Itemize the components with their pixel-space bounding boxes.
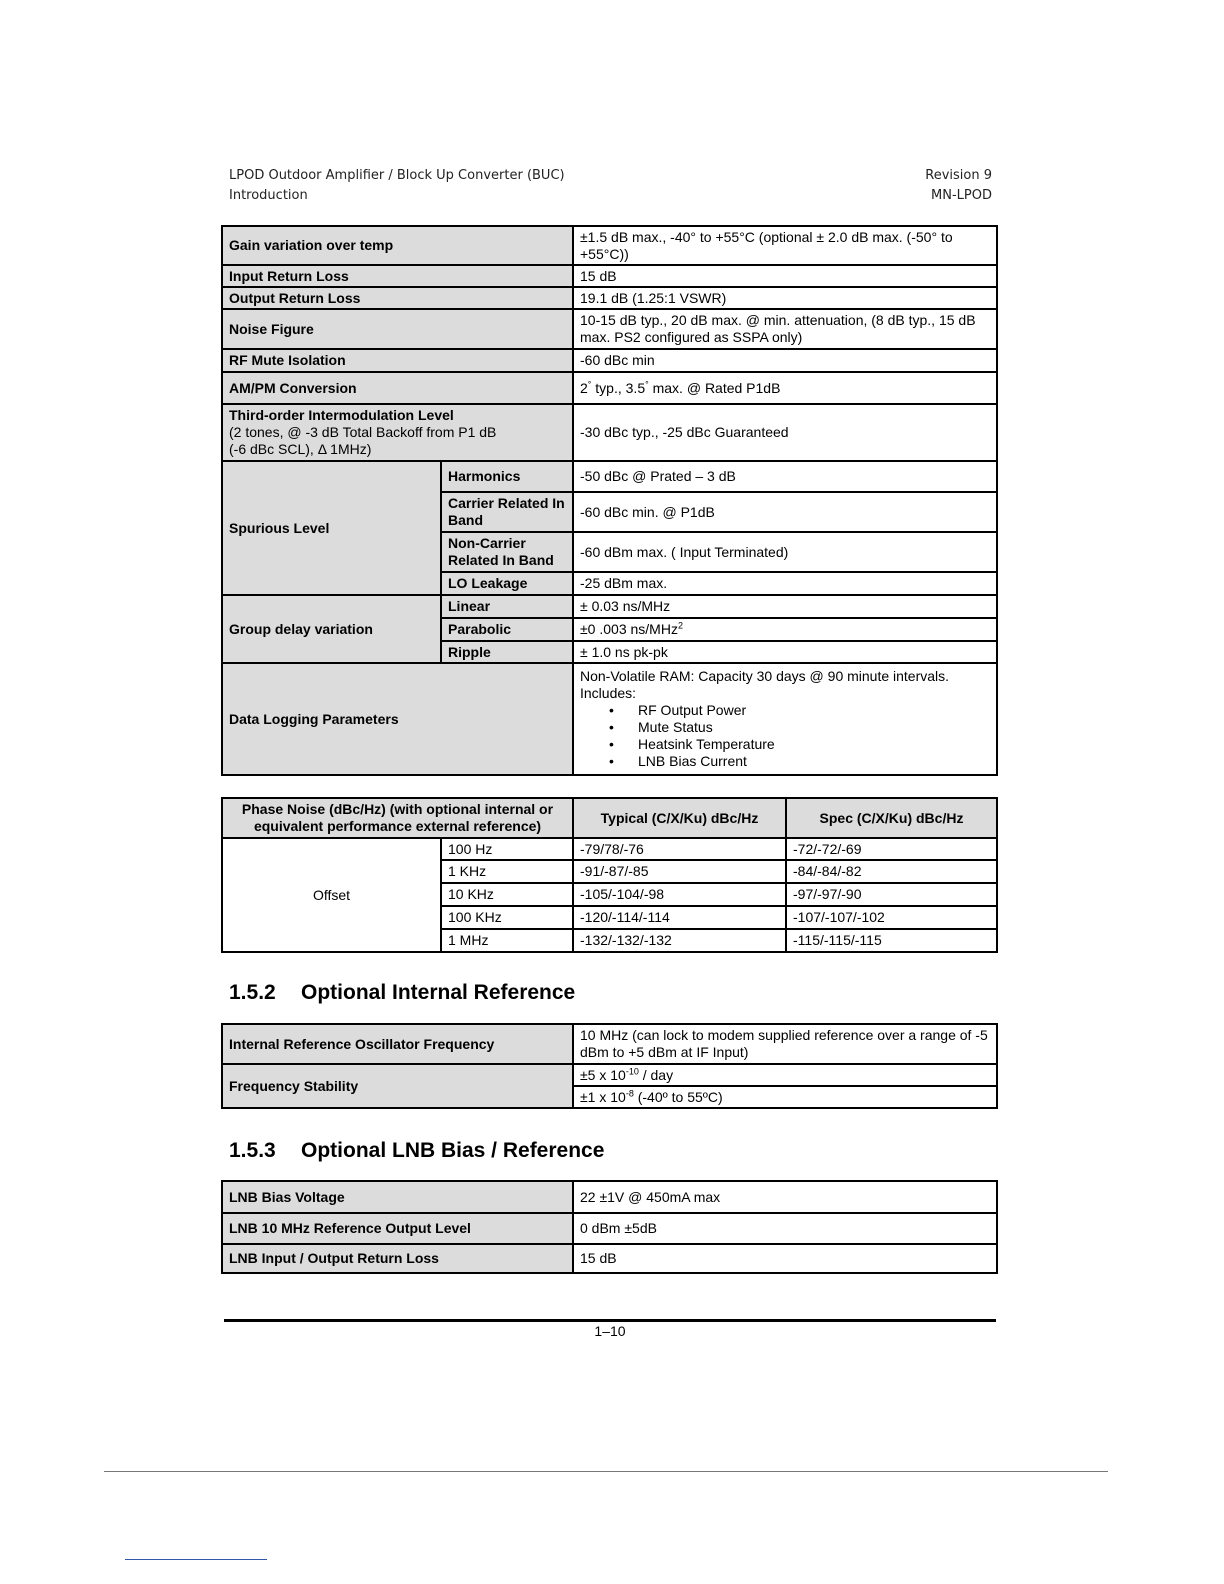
table-row xyxy=(222,838,997,860)
noise-figure-label: Noise Figure xyxy=(222,309,573,349)
table-row xyxy=(222,1244,997,1273)
footnote-rule xyxy=(125,1559,267,1560)
table-row xyxy=(222,372,997,404)
offset-freq: 100 Hz xyxy=(441,838,573,860)
osc-freq-label: Internal Reference Oscillator Frequency xyxy=(222,1024,573,1064)
gain-variation-value: ±1.5 dB max., -40° to +55°C (optional ± 2.0 dB max. (-50° to +55°C)) xyxy=(573,226,997,265)
table-row xyxy=(222,1181,997,1213)
typical-value: -91/-87/-85 xyxy=(573,860,786,883)
table-row xyxy=(222,265,997,287)
spurious-sub-label: Non-Carrier Related In Band xyxy=(441,532,573,572)
lnb-label: LNB Bias Voltage xyxy=(222,1181,573,1213)
spec-value: -115/-115/-115 xyxy=(786,929,997,952)
gain-variation-label: Gain variation over temp xyxy=(222,226,573,265)
lnb-table xyxy=(221,1180,998,1274)
table-row xyxy=(222,1024,997,1064)
group-delay-label: Group delay variation xyxy=(222,595,441,663)
input-return-loss-value: 15 dB xyxy=(573,265,997,287)
revision: Revision 9 xyxy=(925,168,992,183)
list-item: • RF Output Power xyxy=(638,702,990,719)
spurious-sub-label: LO Leakage xyxy=(441,572,573,595)
third-order-value: -30 dBc typ., -25 dBc Guaranteed xyxy=(573,404,997,461)
lnb-value: 0 dBm ±5dB xyxy=(573,1213,997,1244)
table-row xyxy=(222,226,997,265)
footer-rule xyxy=(224,1319,996,1322)
input-return-loss-label: Input Return Loss xyxy=(222,265,573,287)
output-return-loss-label: Output Return Loss xyxy=(222,287,573,309)
offset-freq: 100 KHz xyxy=(441,906,573,929)
spurious-value: -60 dBm max. ( Input Terminated) xyxy=(573,532,997,572)
output-return-loss-value: 19.1 dB (1.25:1 VSWR) xyxy=(573,287,997,309)
typical-value: -120/-114/-114 xyxy=(573,906,786,929)
chapter-name: Introduction xyxy=(229,188,308,203)
ampm-conversion-label: AM/PM Conversion xyxy=(222,372,573,404)
data-logging-value: Non-Volatile RAM: Capacity 30 days @ 90 minute intervals. Includes: • RF Output Power • Mute Status • Heatsink Temperature • LNB Bias Current xyxy=(573,663,997,775)
typical-value: -105/-104/-98 xyxy=(573,883,786,906)
spec-value: -107/-107/-102 xyxy=(786,906,997,929)
rf-mute-isolation-label: RF Mute Isolation xyxy=(222,349,573,372)
freq-stability-temp: ±1 x $10^{-8}$ (-40º to 55ºC) xyxy=(573,1086,997,1108)
spec-value: -97/-97/-90 xyxy=(786,883,997,906)
table-row xyxy=(222,349,997,372)
group-delay-sub-label: Parabolic xyxy=(441,618,573,641)
group-delay-sub-label: Ripple xyxy=(441,641,573,663)
rf-mute-isolation-value: -60 dBc min xyxy=(573,349,997,372)
table-row xyxy=(222,1064,997,1086)
running-header-left xyxy=(229,166,565,206)
group-delay-value: ± 0.03 ns/MHz xyxy=(573,595,997,618)
lnb-label: LNB 10 MHz Reference Output Level xyxy=(222,1213,573,1244)
bottom-divider xyxy=(104,1471,1108,1472)
table-header-row xyxy=(222,798,997,838)
doc-title: LPOD Outdoor Amplifier / Block Up Converter (BUC) xyxy=(229,168,565,183)
running-header-right xyxy=(925,166,992,206)
offset-freq: 1 MHz xyxy=(441,929,573,952)
list-item: • Heatsink Temperature xyxy=(638,736,990,753)
table-row xyxy=(222,595,997,618)
lnb-value: 15 dB xyxy=(573,1244,997,1273)
spec-header: Spec (C/X/Ku) dBc/Hz xyxy=(786,798,997,838)
table-row xyxy=(222,461,997,492)
group-delay-sub-label: Linear xyxy=(441,595,573,618)
table-row xyxy=(222,404,997,461)
freq-stability-day: ±5 x $10^{-10}$ / day xyxy=(573,1064,997,1086)
spurious-level-label: Spurious Level xyxy=(222,461,441,595)
typical-value: -132/-132/-132 xyxy=(573,929,786,952)
data-logging-label: Data Logging Parameters xyxy=(222,663,573,775)
offset-freq: 1 KHz xyxy=(441,860,573,883)
group-delay-value: ±0 .003 ns/MHz$^2$ xyxy=(573,618,997,641)
spurious-value: -60 dBc min. @ P1dB xyxy=(573,492,997,532)
typical-header: Typical (C/X/Ku) dBc/Hz xyxy=(573,798,786,838)
spec-table xyxy=(221,225,998,776)
offset-label: Offset xyxy=(222,838,441,952)
list-item: • LNB Bias Current xyxy=(638,753,990,770)
freq-stability-label: Frequency Stability xyxy=(222,1064,573,1108)
osc-freq-value: 10 MHz (can lock to modem supplied reference over a range of -5 dBm to +5 dBm at IF Input) xyxy=(573,1024,997,1064)
table-row xyxy=(222,1213,997,1244)
section-heading-152: 1.5.2 Optional Internal Reference xyxy=(229,981,576,1004)
doc-id: MN-LPOD xyxy=(931,188,992,203)
phase-noise-table xyxy=(221,797,998,953)
group-delay-value: ± 1.0 ns pk-pk xyxy=(573,641,997,663)
ampm-conversion-value: 2° typ., 3.5° max. @ Rated P1dB xyxy=(573,372,997,404)
spec-value: -84/-84/-82 xyxy=(786,860,997,883)
lnb-value: 22 ±1V @ 450mA max xyxy=(573,1181,997,1213)
data-logging-list xyxy=(580,702,990,770)
spurious-value: -50 dBc @ Prated – 3 dB xyxy=(573,461,997,492)
spurious-sub-label: Carrier Related In Band xyxy=(441,492,573,532)
phase-noise-header: Phase Noise (dBc/Hz) (with optional internal or equivalent performance external reference) xyxy=(222,798,573,838)
internal-reference-table xyxy=(221,1023,998,1109)
lnb-label: LNB Input / Output Return Loss xyxy=(222,1244,573,1273)
list-item: • Mute Status xyxy=(638,719,990,736)
spurious-sub-label: Harmonics xyxy=(441,461,573,492)
spec-value: -72/-72/-69 xyxy=(786,838,997,860)
table-row xyxy=(222,663,997,775)
section-heading-153: 1.5.3 Optional LNB Bias / Reference xyxy=(229,1139,605,1162)
page-number: 1–10 xyxy=(594,1323,626,1339)
typical-value: -79/78/-76 xyxy=(573,838,786,860)
third-order-label: Third-order Intermodulation Level (2 tones, @ -3 dB Total Backoff from P1 dB (-6 dBc SCL), Δ 1MHz) xyxy=(222,404,573,461)
table-row xyxy=(222,309,997,349)
offset-freq: 10 KHz xyxy=(441,883,573,906)
spurious-value: -25 dBm max. xyxy=(573,572,997,595)
table-row xyxy=(222,287,997,309)
noise-figure-value: 10-15 dB typ., 20 dB max. @ min. attenuation, (8 dB typ., 15 dB max. PS2 configured as SSPA only) xyxy=(573,309,997,349)
